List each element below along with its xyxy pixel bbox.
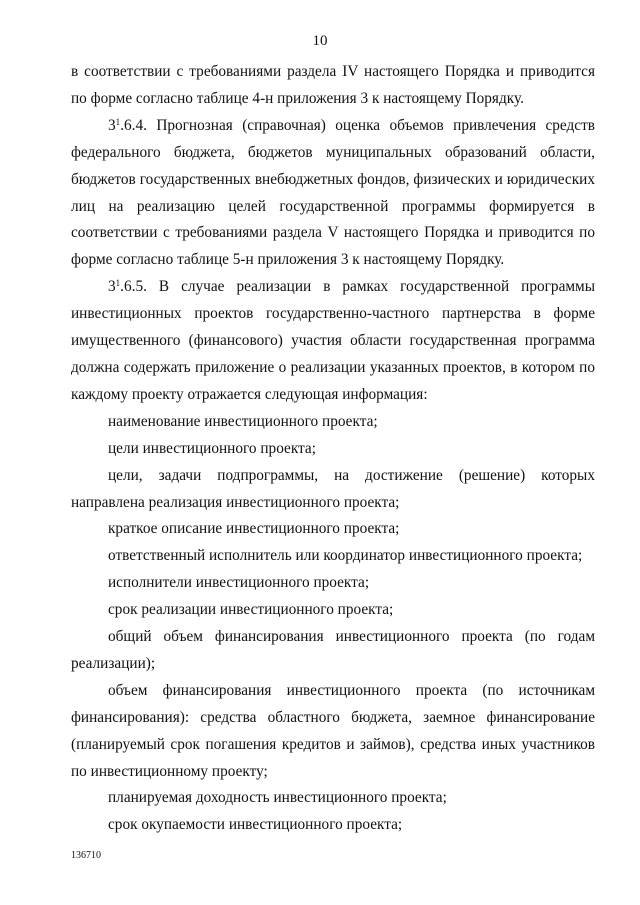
document-code: 136710 [71,850,101,861]
paragraph-text: В случае реализации в рамках государственной программы инвестиционных проектов государственно-частного партнерства в форме имущественного (финансового) участия области государственная программа должна содержать приложение о реализации указанных проектов, в котором по каждому проекту отражается следующая информация: [71,278,595,403]
list-item: наименование инвестиционного проекта; [108,412,378,430]
list-item: объем финансирования инвестиционного проекта (по источникам финансирования): средства областного бюджета, заемное финансирование (планируемый срок погашения кредитов и займов), средства иных участников по инвестиционному проекту; [71,681,595,780]
list-item: исполнители инвестиционного проекта; [108,574,370,592]
list-item: планируемая доходность инвестиционного проекта; [108,789,447,807]
list-item: цели, задачи подпрограммы, на достижение (решение) которых направлена реализация инвестиционного проекта; [71,466,595,511]
paragraph-continuation: в соответствии с требованиями раздела IV настоящего Порядка и приводится по форме согласно таблице 4-н приложения 3 к настоящему Порядку. [71,63,595,107]
list-item: срок окупаемости инвестиционного проекта; [108,816,403,834]
list-item: ответственный исполнитель или координатор инвестиционного проекта; [108,547,583,565]
list-item: общий объем финансирования инвестиционного проекта (по годам реализации); [71,628,595,672]
list-item: цели инвестиционного проекта; [108,439,316,457]
document-body [71,59,595,839]
page-number: 10 [312,33,328,49]
paragraph-item-3-1-6-4 [71,113,595,274]
item-number: $3^1.6.5$. [108,278,159,296]
item-number: $3^1.6.4$. [108,116,157,134]
paragraph-item-3-1-6-5 [71,274,595,409]
list-item: срок реализации инвестиционного проекта; [108,601,394,619]
list-item: краткое описание инвестиционного проекта; [108,520,400,538]
paragraph-text: Прогнозная (справочная) оценка объемов привлечения средств федерального бюджета, бюджетов муниципальных образований области, бюджетов государственных внебюджетных фондов, физических и юридических лиц на реализацию целей государственной программы формируется в соответствии с требованиями раздела V настоящего Порядка и приводится по форме согласно таблице 5-н приложения 3 к настоящему Порядку. [71,116,595,269]
